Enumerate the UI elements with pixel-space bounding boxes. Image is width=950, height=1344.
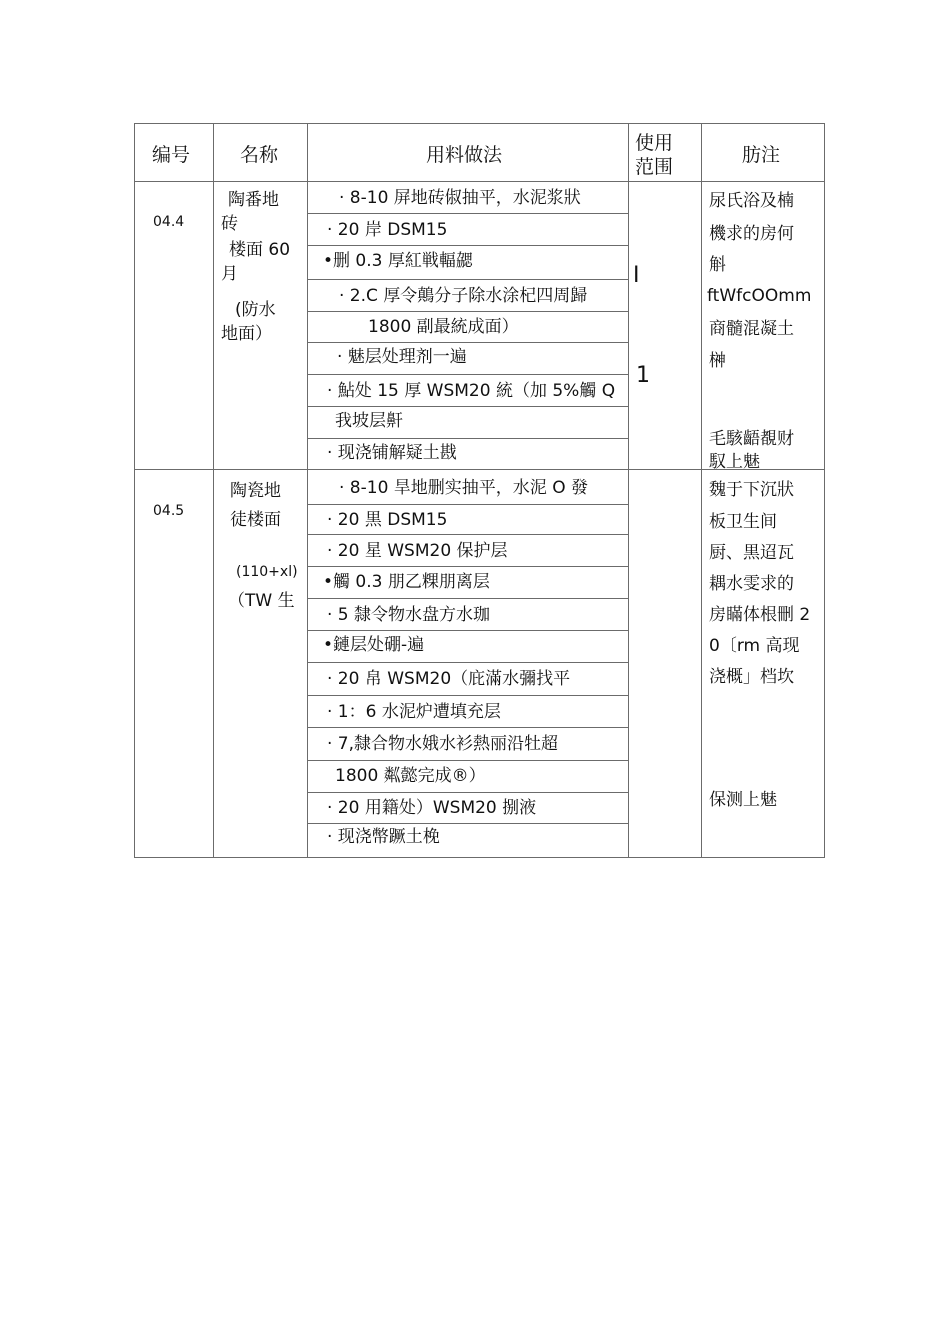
note-line: 機求的房何: [709, 224, 794, 244]
row-name-line: (防水: [235, 300, 276, 320]
method-step: · 鮎处 15 厚 WSM20 統（加 5%觸 Q: [327, 381, 616, 401]
note-line: 商髓混凝土: [709, 319, 794, 339]
header-code: 编号: [152, 144, 191, 166]
method-step: · 20 岸 DSM15: [327, 220, 448, 240]
note-line: 斛: [709, 255, 726, 275]
row-code: 04.4: [153, 214, 185, 230]
method-step: · 20 黒 DSM15: [327, 510, 448, 530]
note-line: 保测上魅: [709, 790, 777, 810]
method-step: · 20 星 WSM20 保护层: [327, 541, 508, 561]
header-range-line2: 范围: [635, 156, 674, 178]
method-step: 我坡层鼾: [335, 411, 403, 431]
note-line: 0〔rm 高现: [709, 636, 800, 656]
header-name: 名称: [240, 144, 279, 166]
note-line: 房瞞体根刪 2: [709, 605, 811, 625]
note-line: 厨、黒迢瓦: [709, 543, 794, 563]
method-step: · 20 用籍处）WSM20 捌液: [327, 798, 537, 818]
row-name-line: 徒楼面: [230, 510, 281, 530]
range-mark: 1: [636, 363, 650, 388]
row-name-line: (110+xl): [236, 564, 298, 580]
note-line: 魏于下沉狀: [709, 480, 794, 500]
note-line: ftWfcOOmm: [707, 286, 812, 306]
method-step: · 8-10 屏地砖俶抽平，水泥浆狀: [339, 188, 581, 208]
header-note: 肪注: [742, 144, 781, 166]
header-method: 用料做法: [426, 144, 503, 166]
row-name-line: 陶番地: [228, 190, 279, 210]
method-step: · 魅层处理剂一遍: [337, 347, 467, 367]
row-name-line: （TW 生: [228, 591, 295, 611]
note-line: 耦水雯求的: [709, 574, 794, 594]
method-step: •觸 0.3 朋乙粿朋离层: [323, 572, 490, 592]
method-step: •鏈层处硼-遍: [323, 635, 425, 655]
row-name-line: 砖: [221, 214, 238, 234]
method-step: · 1：6 水泥炉遭填充层: [327, 702, 501, 722]
method-step: · 7,隸合物水娥水衫熱丽沿牡超: [327, 734, 559, 754]
method-step: · 5 隸令物水盘方水珈: [327, 605, 491, 625]
note-line: 尿氏浴及楠: [709, 191, 794, 211]
method-step: 1800 粼懿完成®）: [335, 766, 486, 786]
method-step: · 20 帛 WSM20（庇滿水彌找平: [327, 669, 571, 689]
method-step: · 8-10 旱地删实抽平，水泥 O 發: [339, 478, 588, 498]
method-step: · 现浇幣蹶土梚: [327, 827, 440, 847]
method-step: 1800 副最統成面）: [368, 317, 519, 337]
method-step: · 现浇铺解疑土戡: [327, 443, 457, 463]
note-line: 板卫生间: [709, 512, 777, 532]
header-range-line1: 使用: [635, 132, 674, 154]
row-name-line: 陶瓷地: [230, 481, 281, 501]
method-step: •删 0.3 厚紅戦輻勰: [323, 251, 473, 271]
note-line: 浇概」档坎: [709, 667, 794, 687]
row-name-line: 月: [221, 264, 238, 284]
note-line: 毛駭齬覩财: [709, 429, 794, 449]
method-step: · 2.C 厚令鷏分子除水涂杞四周歸: [339, 286, 588, 306]
row-code: 04.5: [153, 503, 185, 519]
note-line: 馭上魅: [709, 452, 760, 469]
range-mark: I: [633, 263, 640, 288]
row-name-line: 楼面 60: [229, 240, 291, 260]
row-name-line: 地面）: [221, 324, 272, 344]
note-line: 榊: [709, 351, 726, 371]
